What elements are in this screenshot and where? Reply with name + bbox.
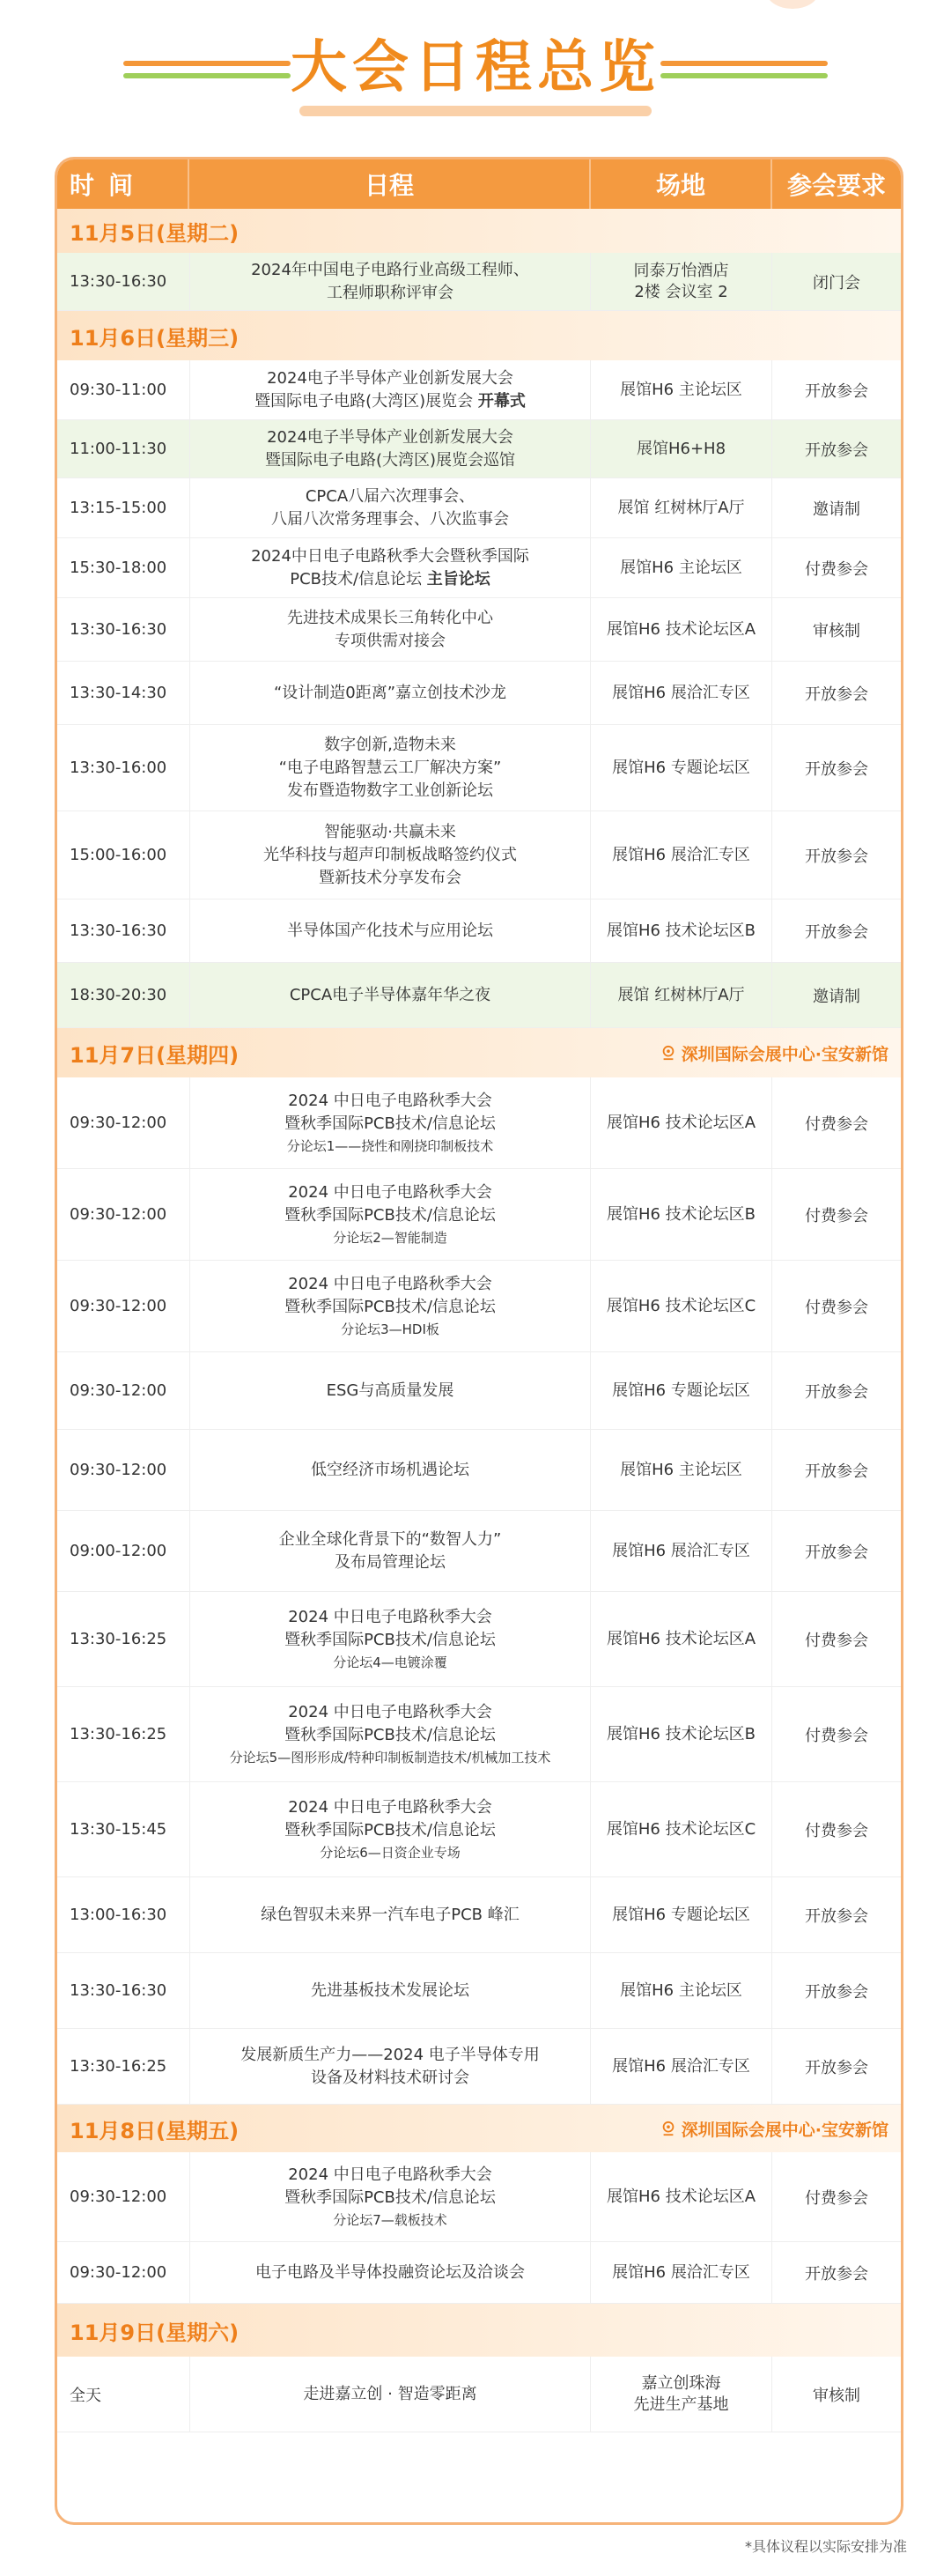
day-header — [57, 311, 901, 360]
row-time: 13:30-14:30 — [70, 684, 167, 702]
header-requirement: 参会要求 — [786, 171, 886, 200]
header-time: 时间 — [57, 159, 189, 209]
agenda-highlight: 开幕式 — [477, 391, 526, 411]
schedule-table — [55, 157, 903, 2525]
agenda-line-2-text: 工程师职称评审会 — [327, 283, 453, 302]
venue-line-1: 展馆H6 技术论坛区C — [606, 1819, 756, 1839]
row-agenda — [189, 1877, 591, 1952]
row-agenda — [189, 2152, 591, 2241]
day-label: 11月5日(星期二) — [70, 220, 240, 246]
agenda-line-1: 2024 中日电子电路秋季大会 — [288, 1607, 492, 1626]
table-row — [57, 538, 901, 598]
row-venue — [591, 538, 772, 597]
venue-line-1: 展馆H6 技术论坛区B — [606, 921, 756, 940]
table-row — [57, 725, 901, 811]
day-header — [57, 2304, 901, 2357]
agenda-line-1: 智能驱动·共赢未来 — [324, 822, 456, 841]
agenda-line-2-text: 设备及材料技术研讨会 — [311, 2068, 469, 2087]
row-requirement: 开放参会 — [805, 381, 868, 401]
agenda-line-3: 分论坛5—图形形成/特种印制板制造技术/机械加工技术 — [229, 1749, 551, 1765]
row-time: 18:30-20:30 — [70, 986, 167, 1004]
table-row — [57, 1782, 901, 1877]
title-banner — [0, 30, 951, 127]
row-venue — [591, 1511, 772, 1591]
row-requirement: 审核制 — [813, 621, 860, 640]
table-row — [57, 2242, 901, 2304]
table-row — [57, 811, 901, 899]
agenda-line-2-text: “电子电路智慧云工厂解决方案” — [278, 758, 502, 777]
agenda-line-3: 分论坛2—智能制造 — [333, 1229, 447, 1246]
venue-line-1: 同泰万怡酒店 — [633, 261, 729, 280]
row-time: 15:30-18:00 — [70, 559, 167, 577]
venue-line-1: 展馆H6 技术论坛区A — [606, 619, 756, 639]
agenda-line-2 — [254, 390, 526, 413]
agenda-line-1: 2024 中日电子电路秋季大会 — [288, 1182, 492, 1202]
row-time: 09:30-12:00 — [70, 1381, 167, 1400]
row-agenda — [189, 1953, 591, 2028]
agenda-line-1: 企业全球化背景下的“数智人力” — [278, 1529, 502, 1549]
day-label: 11月9日(星期六) — [70, 2320, 240, 2345]
row-requirement: 开放参会 — [805, 1543, 868, 1562]
row-requirement: 付费参会 — [805, 559, 868, 579]
table-row — [57, 478, 901, 538]
row-venue — [591, 1352, 772, 1429]
day-label: 11月8日(星期五) — [70, 2118, 240, 2143]
agenda-line-2 — [284, 2187, 496, 2210]
row-requirement: 开放参会 — [805, 1382, 868, 1402]
agenda-line-1: CPCA电子半导体嘉年华之夜 — [289, 985, 491, 1004]
venue-line-1: 展馆H6+H8 — [636, 439, 726, 458]
agenda-line-2 — [284, 1819, 496, 1842]
agenda-line-1: 2024电子半导体产业创新发展大会 — [267, 368, 513, 388]
venue-line-1: 展馆H6 技术论坛区C — [606, 1296, 756, 1315]
day-header — [57, 2105, 901, 2152]
table-row — [57, 1077, 901, 1169]
venue-line-1: 展馆H6 展洽汇专区 — [612, 2056, 750, 2076]
agenda-line-2-text: 专项供需对接会 — [335, 631, 446, 650]
row-venue — [591, 1877, 772, 1952]
row-agenda — [189, 1430, 591, 1510]
agenda-line-1: 2024 中日电子电路秋季大会 — [288, 1091, 492, 1110]
row-requirement: 开放参会 — [805, 1462, 868, 1481]
agenda-line-2-text: 暨秋季国际PCB技术/信息论坛 — [284, 1820, 496, 1839]
agenda-line-1: 2024 中日电子电路秋季大会 — [288, 2165, 492, 2184]
venue-line-1: 展馆H6 技术论坛区B — [606, 1724, 756, 1743]
header-agenda: 日程 — [189, 159, 591, 209]
table-row — [57, 2029, 901, 2105]
venue-line-1: 展馆 红树林厅A厅 — [617, 498, 745, 517]
venue-line-1: 展馆H6 展洽汇专区 — [612, 845, 750, 864]
agenda-line-2-text: 八届八次常务理事会、八次监事会 — [271, 509, 509, 529]
table-row — [57, 2152, 901, 2242]
row-time: 13:30-15:45 — [70, 1820, 167, 1839]
row-agenda — [189, 1261, 591, 1351]
agenda-line-1: 低空经济市场机遇论坛 — [311, 1460, 469, 1479]
agenda-line-1: 走进嘉立创 · 智造零距离 — [303, 2384, 477, 2403]
row-agenda — [189, 2357, 591, 2432]
row-venue — [591, 1687, 772, 1781]
agenda-line-2 — [284, 1724, 496, 1747]
table-row — [57, 1261, 901, 1352]
row-agenda — [189, 1782, 591, 1876]
row-time: 13:30-16:30 — [70, 620, 167, 639]
agenda-line-2-text: 暨秋季国际PCB技术/信息论坛 — [284, 1725, 496, 1744]
row-requirement: 审核制 — [813, 2386, 860, 2405]
agenda-line-1: “设计制造0距离”嘉立创技术沙龙 — [273, 683, 507, 702]
row-agenda — [189, 725, 591, 811]
row-venue — [591, 360, 772, 419]
agenda-line-2 — [284, 1204, 496, 1227]
venue-line-1: 展馆 红树林厅A厅 — [617, 985, 745, 1004]
agenda-line-1: 先进基板技术发展论坛 — [311, 1980, 469, 2000]
venue-line-1: 展馆H6 展洽汇专区 — [612, 2262, 750, 2282]
agenda-line-2 — [335, 630, 446, 653]
agenda-line-1: 绿色智驭未来界一汽车电子PCB 峰汇 — [261, 1905, 520, 1924]
agenda-line-1: 2024 中日电子电路秋季大会 — [288, 1274, 492, 1293]
row-agenda — [189, 538, 591, 597]
row-time: 11:00-11:30 — [70, 440, 167, 458]
row-venue — [591, 478, 772, 537]
table-row — [57, 1511, 901, 1592]
agenda-line-2-text: 暨秋季国际PCB技术/信息论坛 — [284, 2187, 496, 2207]
agenda-line-1: CPCA八届六次理事会、 — [305, 486, 476, 506]
row-time: 13:00-16:30 — [70, 1906, 167, 1924]
agenda-line-2-text: 暨国际电子电路(大湾区)展览会 — [254, 391, 478, 411]
row-time: 09:30-12:00 — [70, 2187, 167, 2206]
day-label: 11月7日(星期四) — [70, 1042, 240, 1068]
agenda-line-2 — [263, 844, 517, 867]
table-row — [57, 1687, 901, 1782]
day-header — [57, 209, 901, 253]
row-requirement: 开放参会 — [805, 685, 868, 704]
row-venue — [591, 725, 772, 811]
row-requirement: 付费参会 — [805, 1726, 868, 1745]
agenda-line-1: 数字创新,造物未来 — [324, 735, 456, 754]
row-venue — [591, 1169, 772, 1260]
agenda-line-2 — [284, 1113, 496, 1136]
row-requirement: 邀请制 — [813, 987, 860, 1006]
row-time: 13:30-16:30 — [70, 272, 167, 291]
row-time: 15:00-16:00 — [70, 846, 167, 864]
day-venue — [660, 2117, 888, 2141]
venue-line-1: 展馆H6 技术论坛区A — [606, 1113, 756, 1132]
row-agenda — [189, 2242, 591, 2303]
venue-line-1: 展馆H6 主论坛区 — [620, 1460, 742, 1479]
day-label: 11月6日(星期三) — [70, 325, 240, 351]
agenda-line-2 — [335, 1551, 446, 1574]
row-time: 09:30-12:00 — [70, 1297, 167, 1315]
agenda-line-3: 分论坛6—日资企业专场 — [320, 1844, 461, 1861]
row-agenda — [189, 1592, 591, 1686]
agenda-line-3: 发布暨造物数字工业创新论坛 — [287, 781, 493, 800]
row-requirement: 开放参会 — [805, 2264, 868, 2284]
row-time: 13:30-16:30 — [70, 1981, 167, 2000]
table-row — [57, 1592, 901, 1687]
row-agenda — [189, 253, 591, 310]
row-time: 13:15-15:00 — [70, 499, 167, 517]
agenda-line-2 — [265, 449, 515, 472]
agenda-line-2 — [271, 508, 509, 531]
agenda-line-2-text: 光华科技与超声印制板战略签约仪式 — [263, 845, 517, 864]
row-agenda — [189, 1352, 591, 1429]
table-row — [57, 420, 901, 478]
row-agenda — [189, 2029, 591, 2104]
row-requirement: 开放参会 — [805, 1906, 868, 1926]
agenda-line-3: 分论坛7—载板技术 — [333, 2211, 447, 2228]
footnote: *具体议程以实际安排为准 — [744, 2538, 907, 2555]
agenda-line-3: 暨新技术分享发布会 — [319, 868, 461, 887]
agenda-line-2 — [311, 2067, 469, 2090]
row-venue — [591, 1077, 772, 1168]
agenda-line-2 — [279, 757, 502, 780]
row-agenda — [189, 478, 591, 537]
table-row — [57, 1169, 901, 1261]
agenda-line-1: 2024 中日电子电路秋季大会 — [288, 1797, 492, 1817]
page-title: 大会日程总览 — [291, 35, 660, 100]
venue-line-1: 展馆H6 主论坛区 — [620, 558, 742, 577]
row-requirement: 付费参会 — [805, 1631, 868, 1650]
agenda-line-1: 2024年中国电子电路行业高级工程师、 — [251, 260, 529, 279]
agenda-line-1: 2024中日电子电路秋季大会暨秋季国际 — [251, 546, 529, 566]
location-pin-icon — [660, 1045, 676, 1061]
row-requirement: 付费参会 — [805, 1298, 868, 1317]
table-row — [57, 662, 901, 725]
agenda-line-3: 分论坛3—HDI板 — [341, 1321, 439, 1337]
table-row — [57, 360, 901, 420]
row-agenda — [189, 598, 591, 661]
row-time: 13:30-16:25 — [70, 1630, 167, 1648]
row-venue — [591, 1430, 772, 1510]
row-requirement: 付费参会 — [805, 1821, 868, 1840]
row-venue — [591, 598, 772, 661]
agenda-line-1: 电子电路及半导体投融资论坛及洽谈会 — [255, 2262, 525, 2282]
row-venue — [591, 899, 772, 962]
agenda-line-2-text: 暨国际电子电路(大湾区)展览会巡馆 — [264, 450, 516, 470]
row-agenda — [189, 662, 591, 724]
agenda-line-3: 分论坛1——挠性和刚挠印制板技术 — [286, 1137, 494, 1154]
row-time: 09:30-12:00 — [70, 1461, 167, 1479]
agenda-line-2-text: 暨秋季国际PCB技术/信息论坛 — [284, 1297, 496, 1316]
row-requirement: 开放参会 — [805, 1982, 868, 2002]
venue-line-1: 展馆H6 展洽汇专区 — [612, 683, 750, 702]
table-row — [57, 1352, 901, 1430]
agenda-line-2-text: 暨秋季国际PCB技术/信息论坛 — [284, 1630, 496, 1649]
agenda-line-1: 2024 中日电子电路秋季大会 — [288, 1702, 492, 1721]
agenda-line-2-text: 及布局管理论坛 — [335, 1552, 446, 1572]
row-agenda — [189, 1077, 591, 1168]
row-agenda — [189, 899, 591, 962]
table-row — [57, 253, 901, 311]
row-agenda — [189, 963, 591, 1027]
venue-line-1: 展馆H6 专题论坛区 — [612, 1905, 750, 1924]
venue-line-1: 展馆H6 技术论坛区B — [606, 1204, 756, 1224]
row-venue — [591, 2029, 772, 2104]
agenda-line-1: 发展新质生产力——2024 电子半导体专用 — [240, 2045, 540, 2064]
agenda-line-2 — [284, 1296, 496, 1319]
row-venue — [591, 2152, 772, 2241]
row-requirement: 付费参会 — [805, 1206, 868, 1225]
row-requirement: 开放参会 — [805, 847, 868, 866]
row-time: 09:30-12:00 — [70, 1205, 167, 1224]
table-row — [57, 899, 901, 963]
row-agenda — [189, 1687, 591, 1781]
row-venue — [591, 420, 772, 477]
agenda-line-2 — [290, 568, 490, 591]
row-agenda — [189, 1169, 591, 1260]
venue-line-1: 嘉立创珠海 — [641, 2373, 721, 2393]
venue-line-1: 展馆H6 专题论坛区 — [612, 1381, 750, 1400]
table-row — [57, 598, 901, 662]
agenda-line-2 — [327, 282, 453, 305]
row-venue — [591, 2242, 772, 2303]
row-time: 13:30-16:30 — [70, 922, 167, 940]
row-agenda — [189, 1511, 591, 1591]
day-header — [57, 1028, 901, 1077]
row-requirement: 开放参会 — [805, 759, 868, 779]
row-venue — [591, 963, 772, 1027]
day-venue-text: 深圳国际会展中心·宝安新馆 — [681, 1044, 888, 1064]
agenda-line-2-text: 暨秋季国际PCB技术/信息论坛 — [284, 1114, 496, 1133]
row-time: 09:00-12:00 — [70, 1542, 167, 1560]
row-venue — [591, 811, 772, 899]
row-venue — [591, 1261, 772, 1351]
row-time: 13:30-16:25 — [70, 2057, 167, 2076]
agenda-line-1: 先进技术成果长三角转化中心 — [287, 608, 493, 627]
row-requirement: 闭门会 — [813, 273, 860, 292]
row-requirement: 付费参会 — [805, 2188, 868, 2208]
row-time: 09:30-12:00 — [70, 2263, 167, 2282]
row-venue — [591, 1953, 772, 2028]
venue-line-1: 展馆H6 技术论坛区A — [606, 1629, 756, 1648]
agenda-line-3: 分论坛4—电镀涂覆 — [333, 1654, 447, 1670]
venue-line-1: 展馆H6 专题论坛区 — [612, 758, 750, 777]
row-requirement: 开放参会 — [805, 440, 868, 460]
row-time: 全天 — [70, 2386, 101, 2405]
header-venue: 场地 — [591, 159, 772, 209]
table-header — [57, 159, 901, 209]
row-venue — [591, 1592, 772, 1686]
top-decoration — [766, 0, 819, 9]
agenda-line-2-text: PCB技术/信息论坛 — [290, 569, 427, 588]
location-pin-icon — [660, 2121, 676, 2136]
row-agenda — [189, 811, 591, 899]
agenda-line-2-text: 暨秋季国际PCB技术/信息论坛 — [284, 1205, 496, 1225]
table-row — [57, 2357, 901, 2432]
row-requirement: 开放参会 — [805, 922, 868, 942]
venue-line-1: 展馆H6 技术论坛区A — [606, 2187, 756, 2206]
agenda-line-2 — [284, 1629, 496, 1652]
row-time: 09:30-11:00 — [70, 381, 167, 399]
table-row — [57, 1877, 901, 1953]
row-venue — [591, 2357, 772, 2432]
table-row — [57, 963, 901, 1028]
table-row — [57, 1430, 901, 1511]
table-row — [57, 1953, 901, 2029]
row-time: 13:30-16:00 — [70, 759, 167, 777]
title-underline — [299, 106, 652, 116]
row-requirement: 付费参会 — [805, 1114, 868, 1134]
day-venue — [660, 1041, 888, 1065]
row-agenda — [189, 420, 591, 477]
row-venue — [591, 253, 772, 310]
row-agenda — [189, 360, 591, 419]
row-time: 09:30-12:00 — [70, 1114, 167, 1132]
agenda-line-1: ESG与高质量发展 — [326, 1381, 454, 1400]
day-venue-text: 深圳国际会展中心·宝安新馆 — [681, 2120, 888, 2140]
venue-line-2: 先进生产基地 — [633, 2395, 729, 2414]
row-requirement: 邀请制 — [813, 500, 860, 519]
venue-line-1: 展馆H6 主论坛区 — [620, 1980, 742, 2000]
row-requirement: 开放参会 — [805, 2058, 868, 2077]
venue-line-1: 展馆H6 展洽汇专区 — [612, 1541, 750, 1560]
row-time: 13:30-16:25 — [70, 1725, 167, 1743]
venue-line-2: 2楼 会议室 2 — [634, 282, 728, 301]
venue-line-1: 展馆H6 主论坛区 — [620, 380, 742, 399]
agenda-highlight: 主旨论坛 — [426, 569, 490, 588]
row-venue — [591, 662, 772, 724]
row-venue — [591, 1782, 772, 1876]
agenda-line-1: 2024电子半导体产业创新发展大会 — [267, 427, 513, 447]
agenda-line-1: 半导体国产化技术与应用论坛 — [287, 921, 493, 940]
